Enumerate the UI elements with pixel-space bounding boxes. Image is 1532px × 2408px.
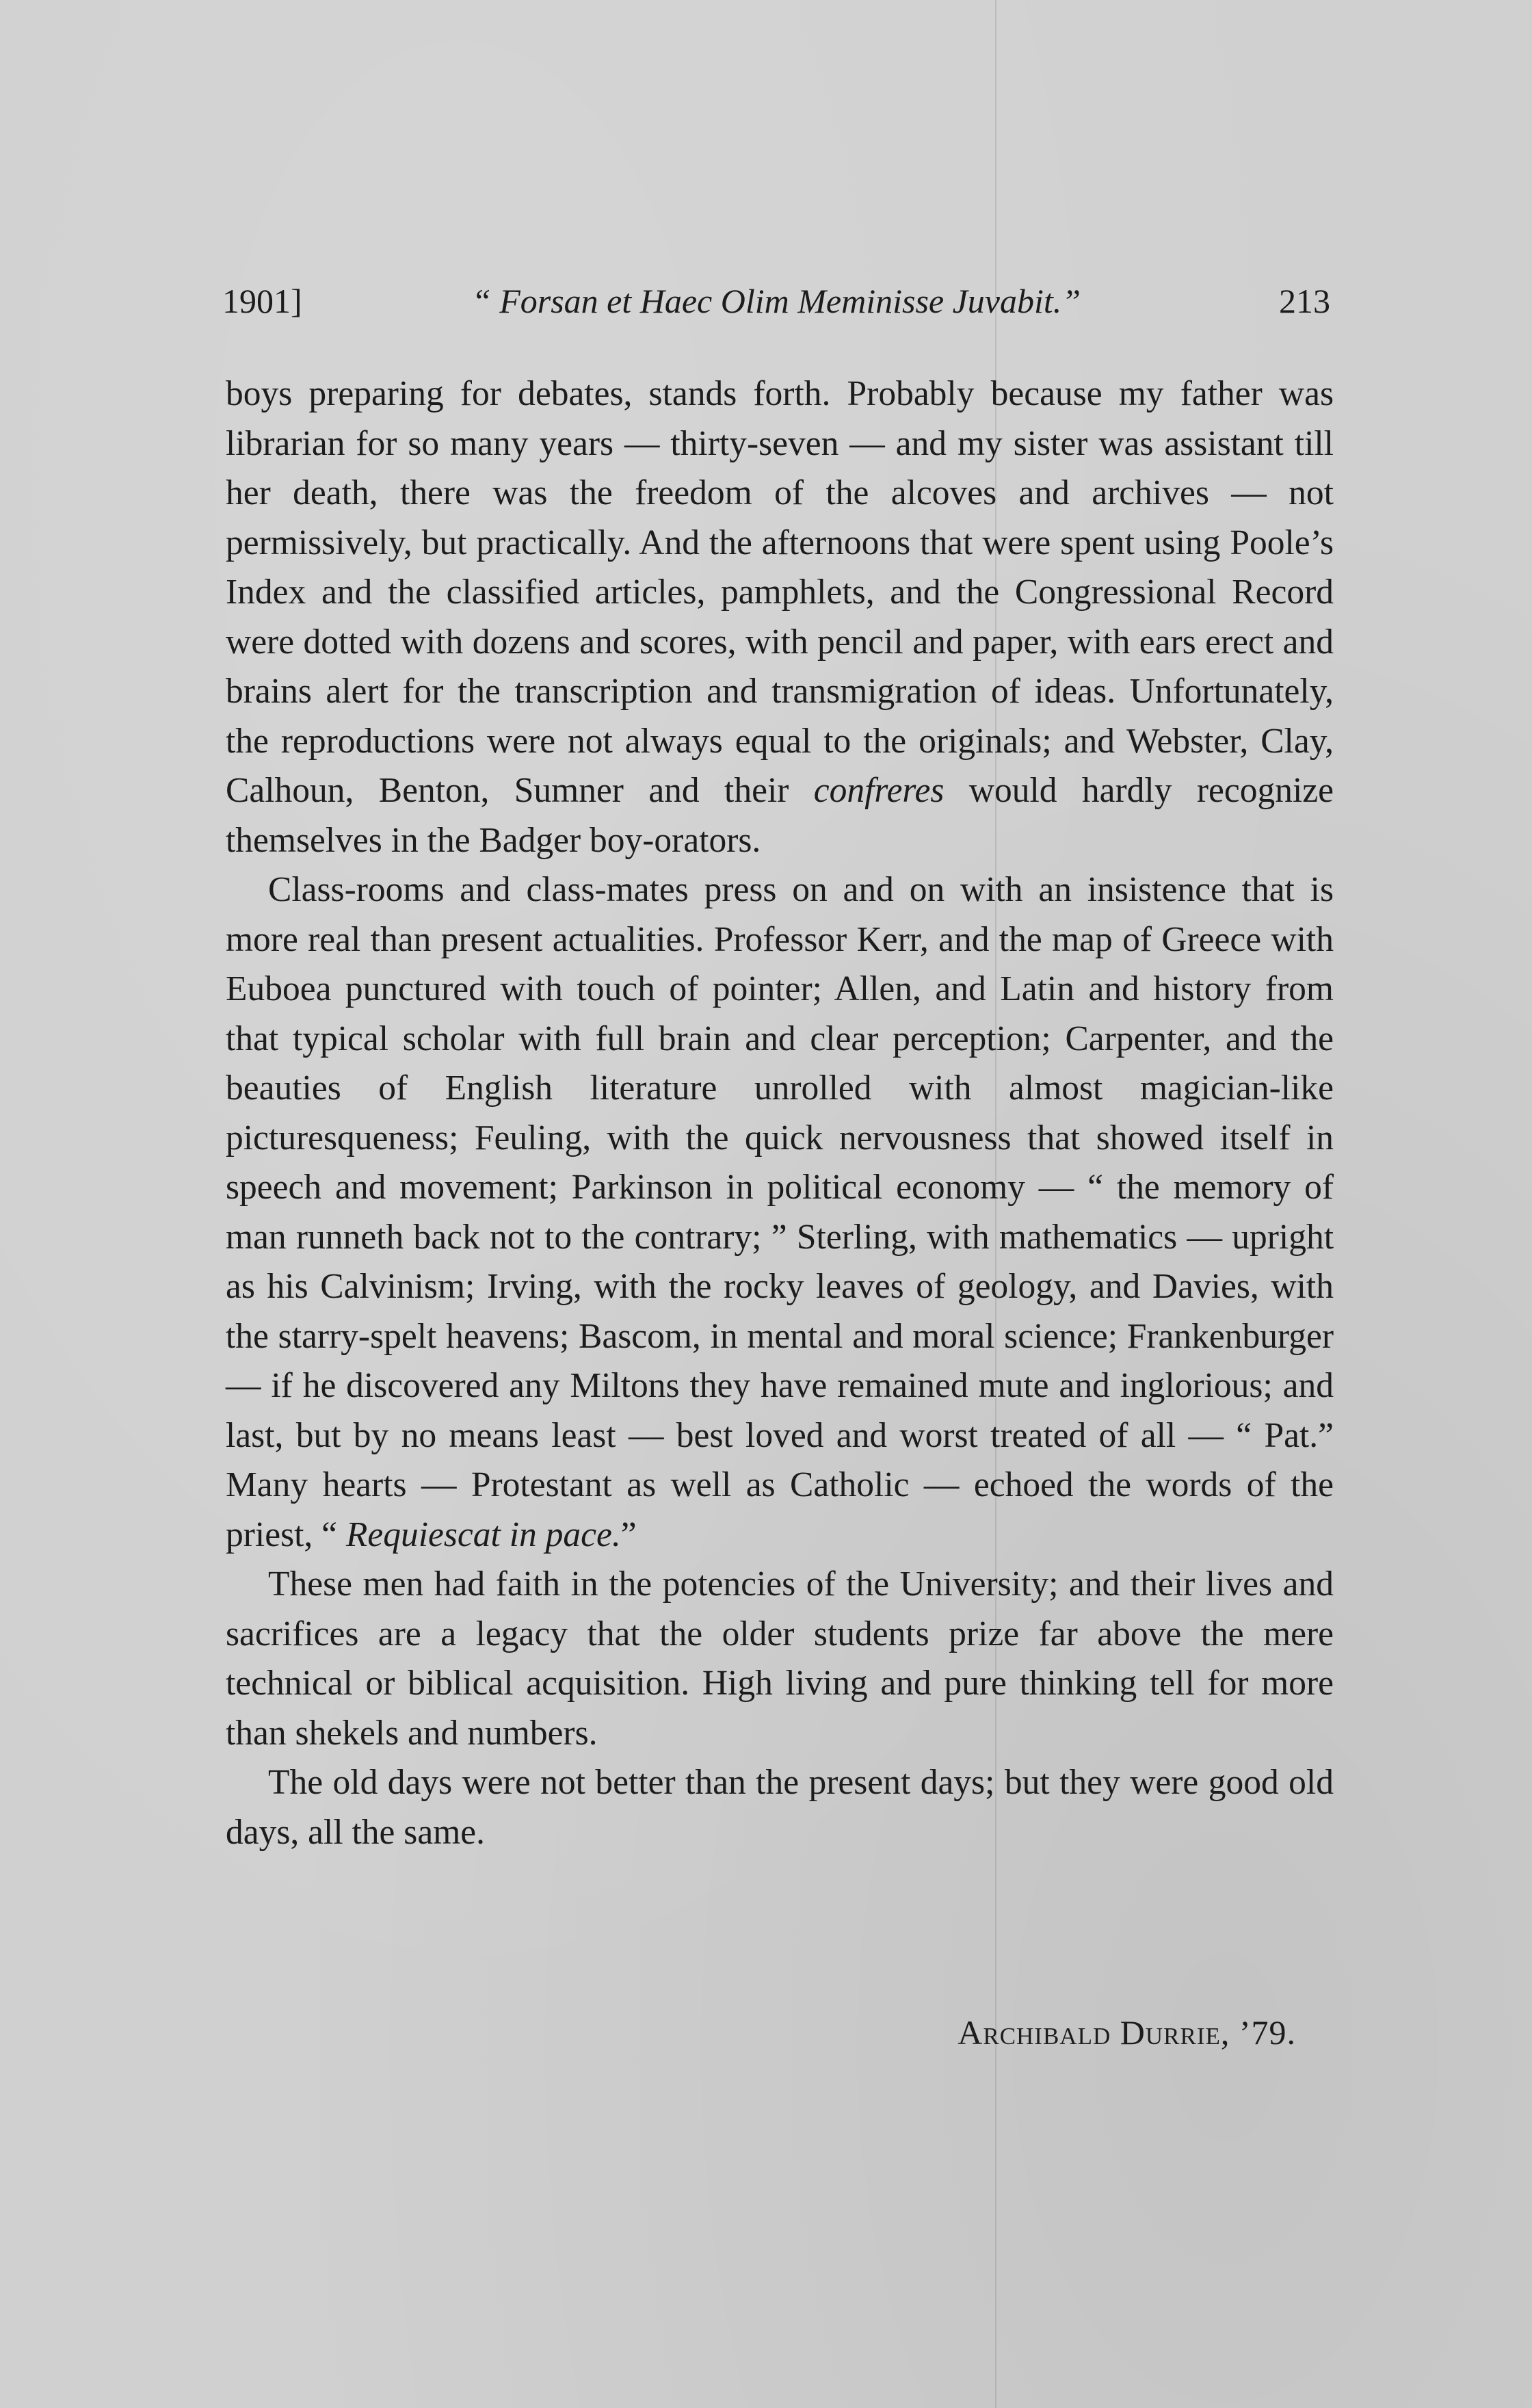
paragraph-2-text-a: Class-rooms and class-mates press on and on with an insistence that is more real than present actualities. Professor Kerr, and the map of Greece with Euboea punctured with touch of pointer; Allen, and Latin and history from that typical scholar with full brain and clear perception; Carpenter, and the beauties of English literature unrolled with almost magician-like picturesqueness; Feuling, with the quick nervousness that showed itself in speech and movement; Parkinson in political economy — “ the memory of man runneth back not to the contrary; ” Sterling, with mathematics — upright as his Calvinism; Irving, with the rocky leaves of geology, and Davies, with the starry-spelt heavens; Bascom, in mental and moral science; Frankenburger — if he discovered any Miltons they have remained mute and inglorious; and last, but by no means least — best loved and worst treated of all — “ Pat.” Many hearts — Protestant as well as Catholic — echoed the words of the priest, “ [226,870,1334,1554]
paragraph-2-italic: Requiescat in pace. [345,1515,621,1554]
paragraph-3: These men had faith in the potencies of the University; and their lives and sacrifices are a legacy that the older students prize far above the mere technical or biblical acquisition. High living and pure thinking tell for more than shekels and numbers. [226,1565,1334,1753]
paragraph-2-text-b: ” [620,1515,637,1554]
page-number: 213 [1279,282,1330,320]
header-title: “ Forsan et Haec Olim Meminisse Juvabit.” [471,282,1081,320]
header-year: 1901] [222,282,302,320]
running-header [222,277,1330,325]
paragraph-1-text-b: would hardly recognize themselves in the Badger boy-orators. [226,771,1334,860]
paragraph-1-italic: confreres [813,771,945,810]
paragraph-4: The old days were not better than the present days; but they were good old days, all the same. [226,1763,1334,1852]
paragraph-1-text-a: boys preparing for debates, stands forth. Probably because my father was librarian for so many years — thirty-seven — and my sister was assistant till her death, there was the freedom of the alcoves and archives — not permissively, but practically. And the afternoons that were spent using Poole’s Index and the classified articles, pamphlets, and the Congressional Record were dotted with dozens and scores, with pencil and paper, with ears erect and brains alert for the transcription and transmigration of ideas. Unfortunately, the reproductions were not always equal to the originals; and Webster, Clay, Calhoun, Benton, Sumner and their [226,374,1334,810]
paragraph-1 [226,369,1334,865]
paragraph-2 [226,865,1334,1560]
author-signature: Archibald Durrie, ’79. [958,2013,1296,2052]
body-text [226,369,1334,1857]
